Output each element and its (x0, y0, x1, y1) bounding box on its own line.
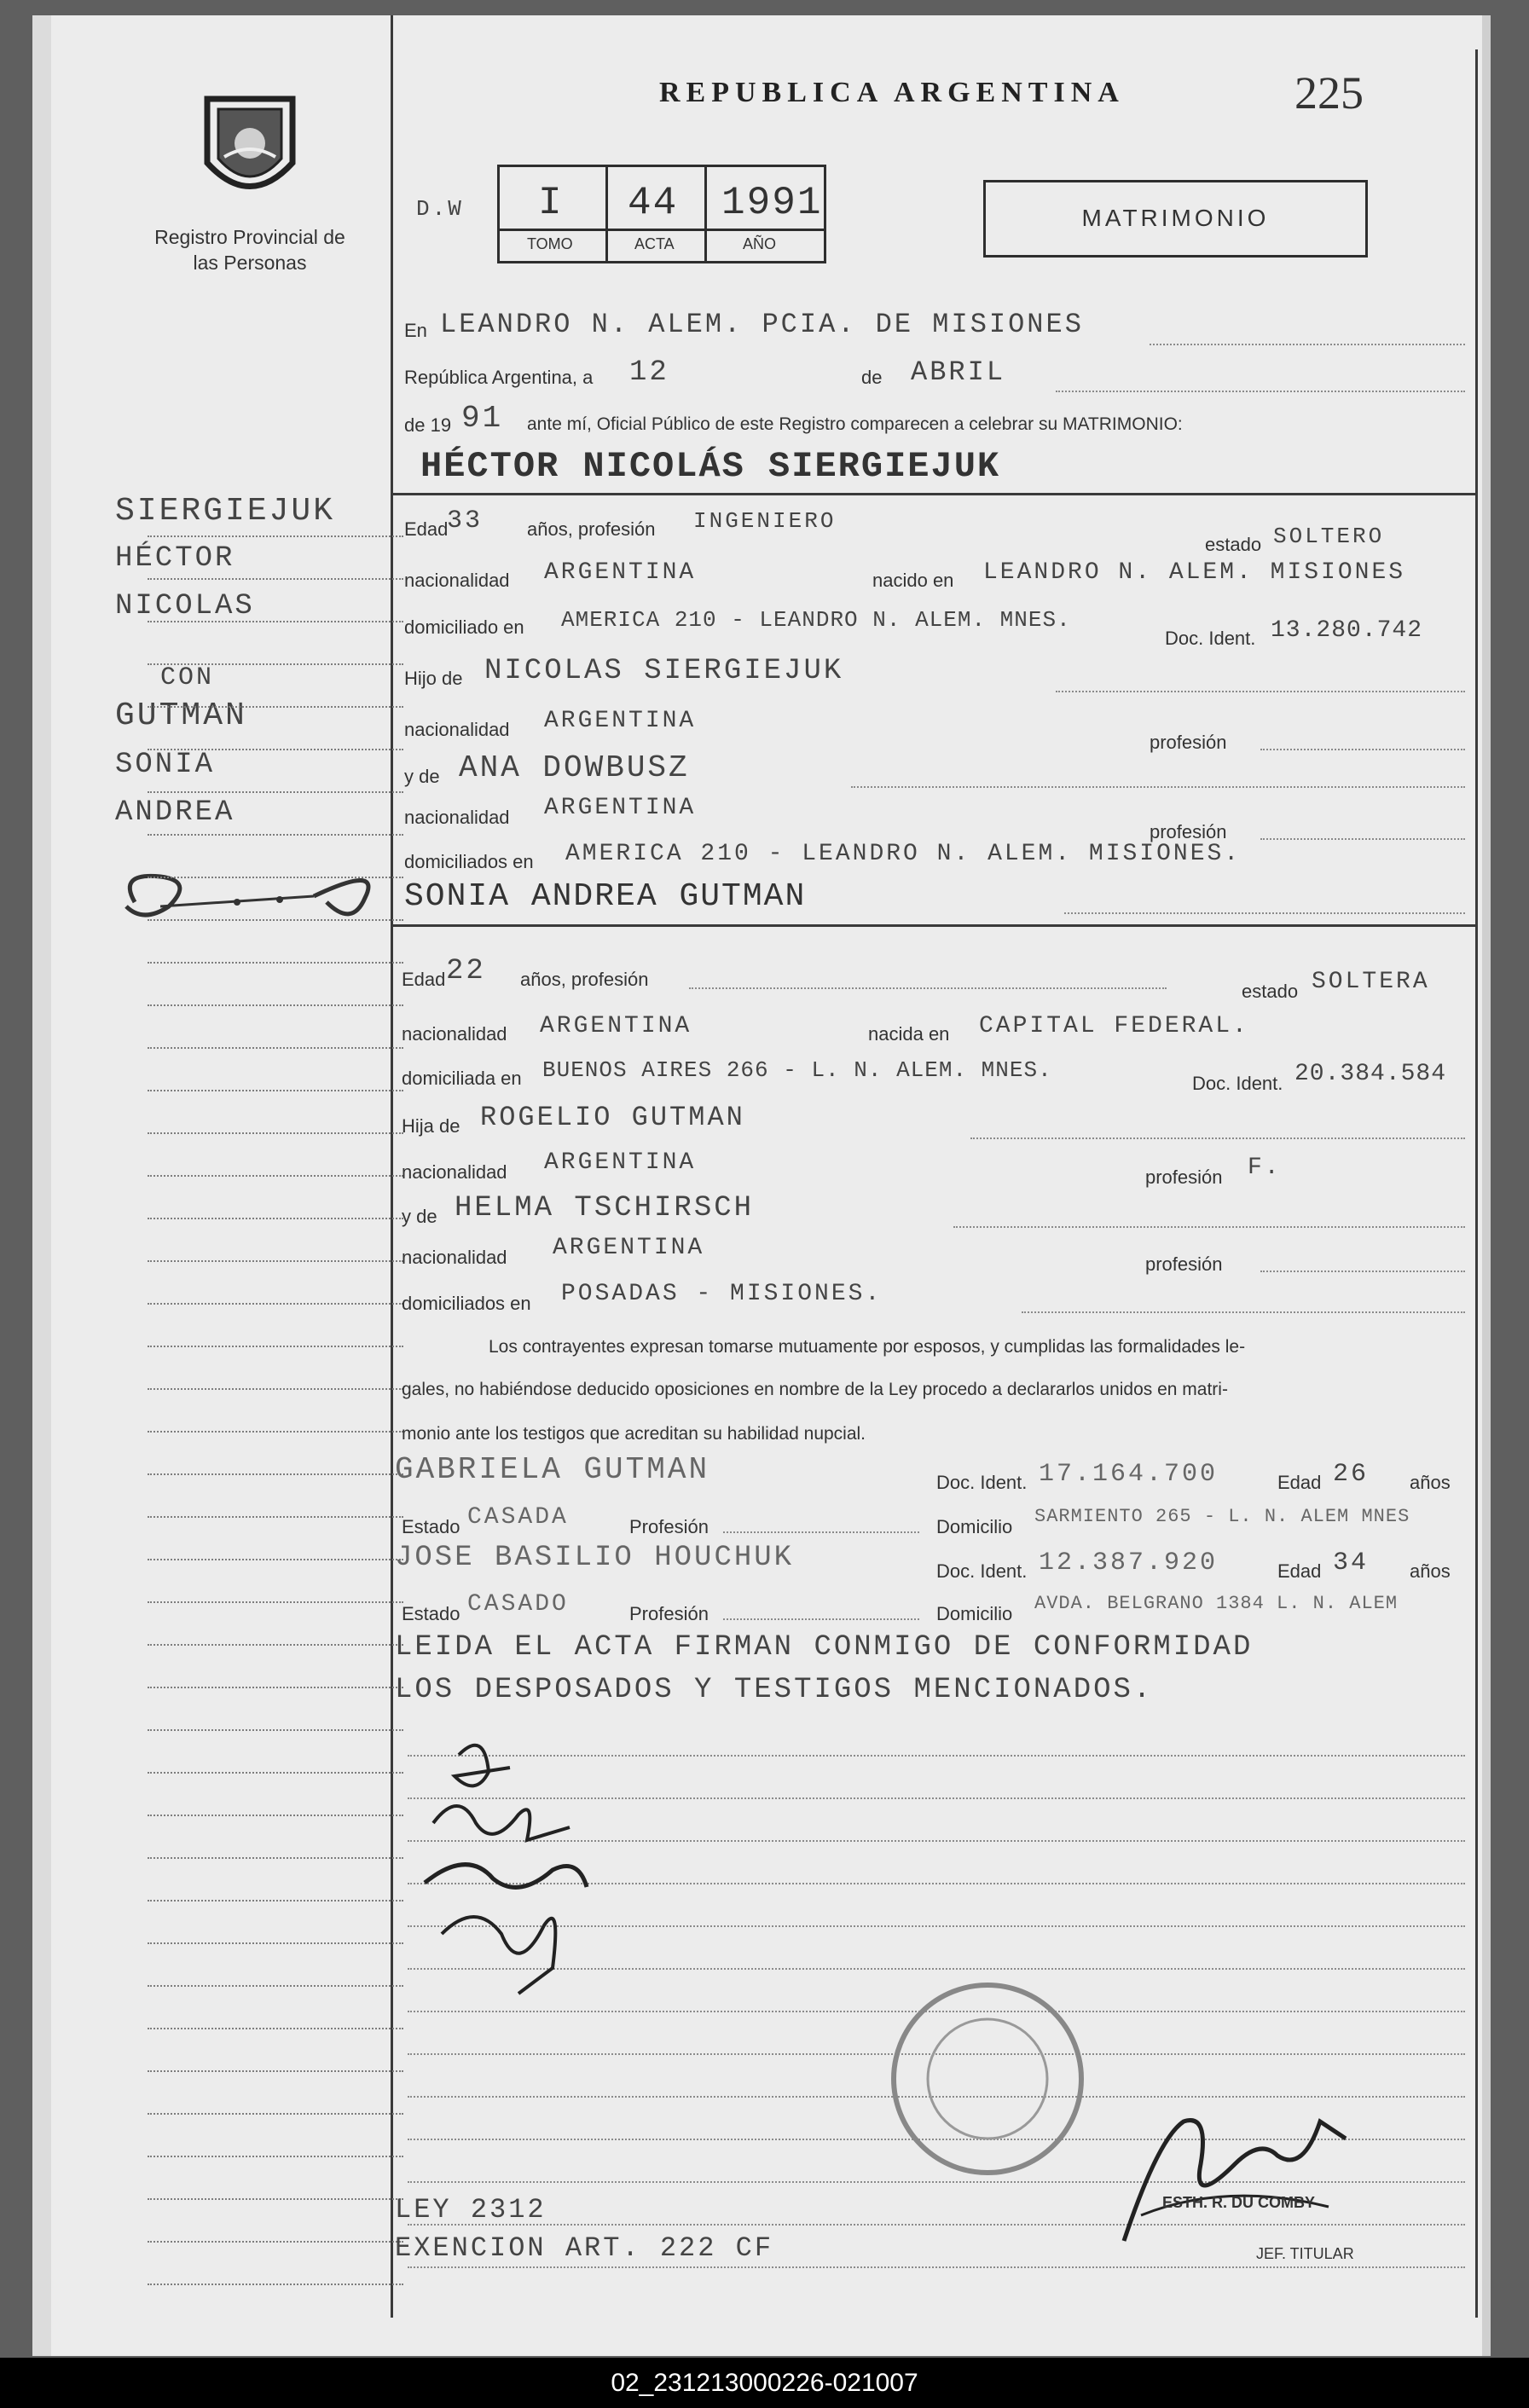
sidebar-rule (148, 621, 403, 622)
sidebar-rule (148, 2113, 403, 2115)
closing-line-2: LOS DESPOSADOS Y TESTIGOS MENCIONADOS. (395, 1674, 1154, 1706)
record-page (32, 15, 1491, 2356)
sidebar-name-2: HÉCTOR (115, 542, 235, 575)
declaration-line-2: gales, no habiéndose deducido oposiciones en nombre de la Ley procedo a declararlos unidos en matri- (402, 1380, 1228, 1399)
sidebar-name-7: ANDREA (115, 796, 235, 829)
groom-address: AMERICA 210 - LEANDRO N. ALEM. MNES. (561, 607, 1071, 633)
sidebar-rule (148, 1900, 403, 1902)
bride-doc-label: Doc. Ident. (1192, 1073, 1283, 1094)
bride-edad-label: Edad (402, 969, 446, 990)
witness-1-age: 26 (1333, 1460, 1370, 1489)
intro-text: ante mí, Oficial Público de este Registro comparecen a celebrar su MATRIMONIO: (527, 414, 1183, 434)
witness-1-doc: 17.164.700 (1039, 1460, 1219, 1489)
year-suffix: 91 (461, 401, 504, 436)
exencion-note: EXENCION ART. 222 CF (395, 2232, 774, 2264)
witness-2-name: JOSE BASILIO HOUCHUK (395, 1542, 795, 1574)
sidebar-rule (148, 877, 403, 878)
sidebar-rule (148, 1132, 403, 1134)
witness-1-anos-label: años (1410, 1472, 1451, 1493)
witness-2-edad-label: Edad (1277, 1560, 1322, 1582)
official-name: ESTH. R. DU COMBY (1162, 2194, 1316, 2211)
bride-age: 22 (446, 955, 486, 987)
registry-name: Registro Provincial de las Personas (154, 226, 345, 274)
groom-nacido-label: nacido en (872, 570, 954, 591)
groom-mother: ANA DOWBUSZ (459, 750, 690, 785)
record-type-box (983, 180, 1368, 258)
sidebar-rule (148, 1857, 403, 1859)
sidebar-rule (148, 791, 403, 793)
witness-1-domicilio: SARMIENTO 265 - L. N. ALEM MNES (1034, 1506, 1410, 1527)
ano-label: AÑO (743, 235, 777, 252)
closing-line-1: LEIDA EL ACTA FIRMAN CONMIGO DE CONFORMIDAD (395, 1631, 1254, 1664)
sidebar-rule (148, 2156, 403, 2157)
witness-1-edad-label: Edad (1277, 1472, 1322, 1493)
witness-2-doc-label: Doc. Ident. (936, 1560, 1028, 1582)
groom-father: NICOLAS SIERGIEJUK (484, 655, 844, 687)
page-gutter (32, 15, 51, 2356)
witness-2-domicilio-label: Domicilio (936, 1603, 1013, 1624)
witness-1-name: GABRIELA GUTMAN (395, 1452, 710, 1487)
bride-father: ROGELIO GUTMAN (480, 1102, 745, 1133)
sidebar-rule (148, 1431, 403, 1433)
year-prefix: de 19 (404, 414, 452, 436)
acta-label: ACTA (634, 235, 675, 252)
sidebar-rule (148, 1260, 403, 1262)
country-title: REPUBLICA ARGENTINA (659, 77, 1125, 108)
witness-2-domicilio: AVDA. BELGRANO 1384 L. N. ALEM (1034, 1593, 1399, 1614)
groom-mother-prof-label: profesión (1150, 821, 1227, 842)
right-border (1475, 49, 1478, 2318)
tomo-label: TOMO (527, 235, 573, 252)
witness-2-estado-label: Estado (402, 1603, 460, 1624)
sidebar-name-1: SIERGIEJUK (115, 493, 336, 530)
witness-2-profesion-label: Profesión (629, 1603, 709, 1624)
ano-value: 1991 (721, 181, 823, 225)
groom-birthplace: LEANDRO N. ALEM. MISIONES (983, 559, 1406, 586)
groom-age: 33 (447, 506, 484, 535)
sidebar-rule (148, 663, 403, 665)
rule (1056, 691, 1465, 692)
witness-2-estado: CASADO (467, 1591, 569, 1618)
page-number: 225 (1294, 67, 1364, 119)
bride-address: BUENOS AIRES 266 - L. N. ALEM. MNES. (542, 1057, 1052, 1083)
witness-1-estado-label: Estado (402, 1516, 460, 1537)
official-signature (1107, 2087, 1363, 2262)
official-stamp (885, 1977, 1090, 2181)
de-label: de (861, 367, 883, 388)
signatures-cluster (408, 1729, 621, 2006)
groom-parents-address: AMERICA 210 - LEANDRO N. ALEM. MISIONES. (565, 841, 1242, 867)
sidebar-rule (148, 1346, 403, 1347)
witness-2-age: 34 (1333, 1548, 1370, 1577)
sidebar-rule (148, 1985, 403, 1987)
groom-estado-label: estado (1205, 534, 1262, 555)
sidebar-rule (148, 1516, 403, 1518)
sidebar-rule (148, 706, 403, 708)
bride-father-nat: ARGENTINA (544, 1149, 697, 1176)
bride-status: SOLTERA (1312, 969, 1430, 995)
sidebar-rule (148, 2070, 403, 2072)
groom-hijo-label: Hijo de (404, 668, 463, 689)
official-title: JEF. TITULAR (1256, 2245, 1354, 2262)
marriage-day: 12 (629, 356, 669, 389)
main-rule (408, 2266, 1465, 2268)
bride-estado-label: estado (1242, 981, 1299, 1002)
republica-label: República Argentina, a (404, 367, 594, 388)
groom-doc-label: Doc. Ident. (1165, 628, 1256, 649)
rule (1056, 391, 1465, 392)
bride-mother-nat-label: nacionalidad (402, 1247, 507, 1268)
sidebar-rule (148, 1047, 403, 1049)
record-type: MATRIMONIO (1081, 205, 1270, 231)
bride-mother-nat: ARGENTINA (553, 1235, 705, 1261)
sidebar-rule (148, 578, 403, 580)
sidebar-rule (148, 535, 403, 537)
groom-separator (391, 493, 1475, 495)
sidebar-rule (148, 2241, 403, 2243)
rule (1022, 1311, 1465, 1313)
bride-doc: 20.384.584 (1294, 1061, 1447, 1087)
sidebar-rule (148, 1815, 403, 1816)
record-number-box (497, 165, 826, 263)
rule (1260, 749, 1465, 750)
sidebar-rule (148, 2198, 403, 2200)
sidebar-name-3: NICOLAS (115, 590, 255, 622)
ley-note: LEY 2312 (395, 2194, 547, 2226)
marriage-place: LEANDRO N. ALEM. PCIA. DE MISIONES (440, 309, 1084, 340)
sidebar-rule (148, 1729, 403, 1731)
groom-domicilio-label: domiciliado en (404, 616, 524, 638)
groom-profession: INGENIERO (693, 508, 837, 534)
rule (851, 786, 1465, 788)
sidebar-rule (148, 1004, 403, 1006)
en-label: En (404, 320, 427, 341)
sidebar-name-5: GUTMAN (115, 698, 247, 734)
bride-nationality: ARGENTINA (540, 1013, 692, 1039)
bride-domicilio-label: domiciliada en (402, 1068, 522, 1089)
bride-y-de-label: y de (402, 1206, 437, 1227)
bride-father-prof-label: profesión (1145, 1166, 1223, 1188)
bride-separator (391, 924, 1475, 927)
rule (689, 987, 1167, 989)
groom-profesion-label: años, profesión (527, 518, 656, 540)
groom-status: SOLTERO (1273, 524, 1385, 549)
bride-mother-prof-label: profesión (1145, 1253, 1223, 1275)
bride-nacionalidad-label: nacionalidad (402, 1023, 507, 1045)
groom-father-nat: ARGENTINA (544, 708, 697, 734)
sidebar-rule (148, 1175, 403, 1177)
sidebar-rule (148, 1473, 403, 1475)
declaration-line-1: Los contrayentes expresan tomarse mutuamente por esposos, y cumplidas las formalidades le- (489, 1337, 1246, 1357)
groom-nationality: ARGENTINA (544, 559, 697, 586)
sidebar-rule (148, 1303, 403, 1305)
sidebar-rule (148, 1601, 403, 1603)
groom-father-nat-label: nacionalidad (404, 719, 510, 740)
sidebar-rule (148, 834, 403, 836)
groom-doc: 13.280.742 (1271, 617, 1423, 644)
rule (723, 1531, 919, 1533)
rule (723, 1618, 919, 1620)
tomo-value: I (538, 181, 564, 225)
acta-value: 44 (628, 181, 679, 225)
bride-father-nat-label: nacionalidad (402, 1161, 507, 1183)
rule (953, 1226, 1465, 1228)
bride-full-name: SONIA ANDREA GUTMAN (404, 878, 807, 915)
bride-profesion-label: años, profesión (520, 969, 649, 990)
rule (1150, 344, 1465, 345)
sidebar-name-4: CON (160, 663, 215, 692)
sidebar-rule (148, 962, 403, 964)
groom-father-prof-label: profesión (1150, 732, 1227, 753)
sidebar-rule (148, 1644, 403, 1646)
groom-mother-nat-label: nacionalidad (404, 807, 510, 828)
witness-2-anos-label: años (1410, 1560, 1451, 1582)
marriage-month: ABRIL (911, 356, 1006, 388)
bride-father-prof: F. (1248, 1155, 1282, 1181)
sidebar-rule (148, 1388, 403, 1390)
flourish-mark (109, 855, 399, 936)
rule (970, 1137, 1465, 1139)
bride-parents-address: POSADAS - MISIONES. (561, 1281, 883, 1307)
groom-edad-label: Edad (404, 518, 449, 540)
scan-id-bar: 02_231213000226-021007 (0, 2358, 1529, 2408)
witness-1-profesion-label: Profesión (629, 1516, 709, 1537)
sidebar-rule (148, 1687, 403, 1688)
sidebar-rule (148, 749, 403, 750)
initials: D.W (416, 196, 464, 222)
witness-1-estado: CASADA (467, 1504, 569, 1531)
province-seal (194, 82, 305, 214)
witness-2-doc: 12.387.920 (1039, 1548, 1219, 1577)
witness-1-doc-label: Doc. Ident. (936, 1472, 1028, 1493)
sidebar-rule (148, 1090, 403, 1091)
rule (1064, 912, 1465, 914)
rule (1260, 1271, 1465, 1272)
groom-mother-nat: ARGENTINA (544, 795, 697, 821)
sidebar-rule (148, 1942, 403, 1944)
bride-mother: HELMA TSCHIRSCH (455, 1192, 755, 1224)
witness-1-domicilio-label: Domicilio (936, 1516, 1013, 1537)
bride-birthplace: CAPITAL FEDERAL. (979, 1013, 1249, 1039)
column-divider (391, 15, 393, 2318)
sidebar-rule (148, 1559, 403, 1560)
bride-parents-domicilio-label: domiciliados en (402, 1293, 531, 1314)
sidebar-rule (148, 2284, 403, 2285)
groom-full-name: HÉCTOR NICOLÁS SIERGIEJUK (420, 446, 1001, 487)
declaration-line-3: monio ante los testigos que acreditan su habilidad nupcial. (402, 1424, 866, 1444)
sidebar-rule (148, 2028, 403, 2029)
sidebar-rule (148, 1218, 403, 1219)
groom-parents-domicilio-label: domiciliados en (404, 851, 534, 872)
groom-y-de-label: y de (404, 766, 440, 787)
sidebar-rule (148, 1772, 403, 1774)
rule (1260, 838, 1465, 840)
groom-nacionalidad-label: nacionalidad (404, 570, 510, 591)
sidebar-name-6: SONIA (115, 749, 216, 781)
sidebar-rule (148, 919, 403, 921)
bride-nacida-label: nacida en (868, 1023, 950, 1045)
bride-hija-label: Hija de (402, 1115, 460, 1137)
